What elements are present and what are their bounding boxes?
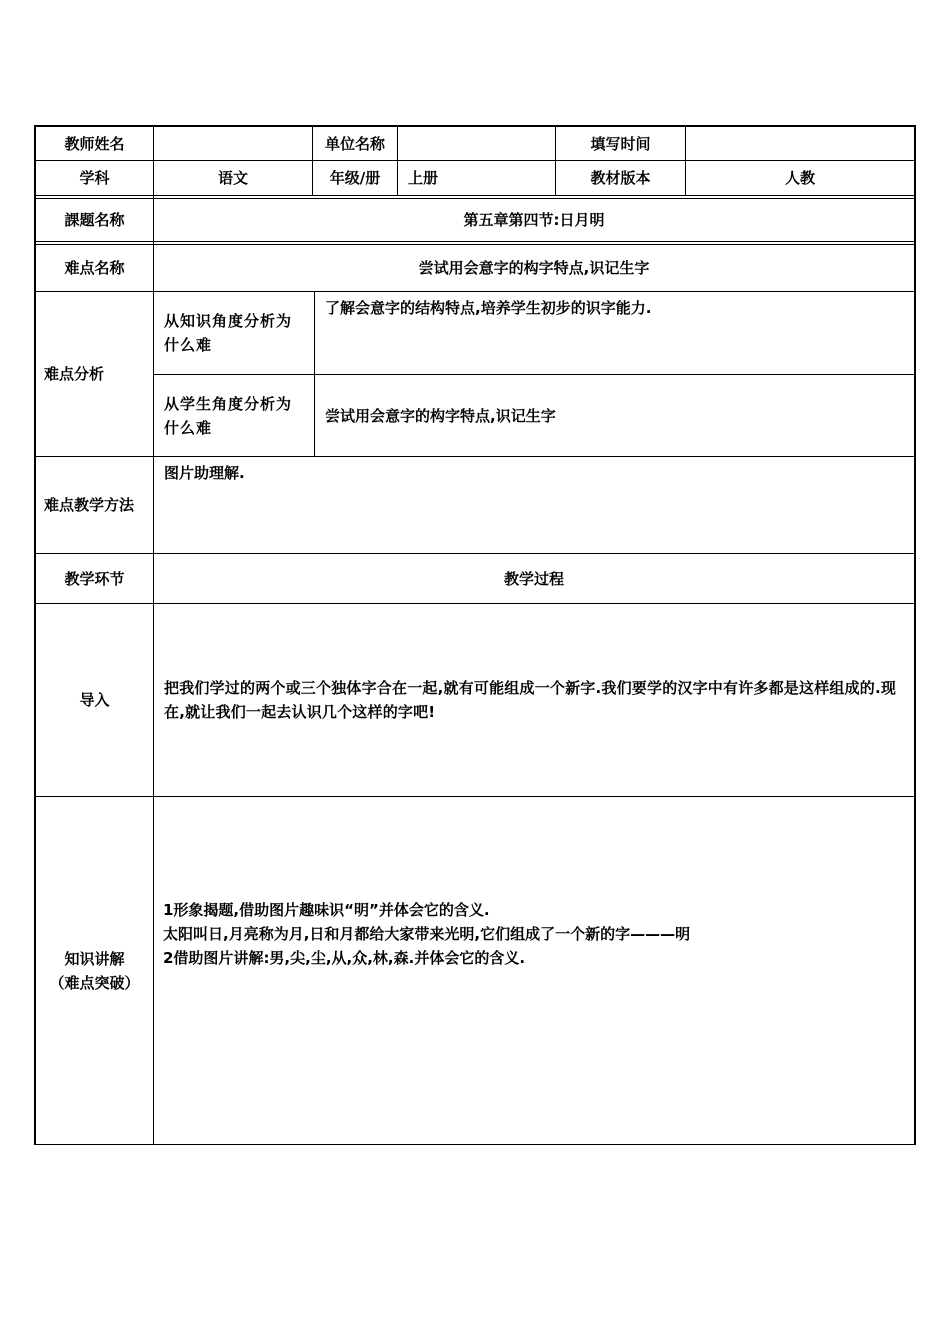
teacher-name-label: 教师姓名 — [64, 134, 125, 153]
intro-content — [154, 604, 914, 796]
unit-name-value — [398, 127, 555, 160]
table-bottom-border — [34, 1144, 916, 1145]
student-angle-label: 从学生角度分析为什么难 — [164, 394, 293, 437]
lecture-line-1: 1形象揭题,借助图片趣味识“明”并体会它的含义. — [163, 901, 490, 919]
lecture-content — [154, 797, 914, 1144]
analysis-label: 难点分析 — [44, 365, 105, 383]
process-header-label: 教学过程 — [503, 569, 564, 588]
row-divider — [34, 195, 916, 196]
textbook-value: 人教 — [784, 169, 815, 187]
intro-label: 导入 — [79, 691, 110, 709]
topic-value: 第五章第四节:日月明 — [463, 211, 605, 229]
unit-name-label: 单位名称 — [324, 134, 385, 153]
row-divider — [34, 241, 916, 242]
method-label: 难点教学方法 — [44, 496, 135, 514]
section-header-label: 教学环节 — [64, 569, 125, 588]
fill-time-label: 填写时间 — [590, 134, 651, 153]
lecture-label: 知识讲解 （难点突破） — [49, 949, 140, 992]
student-angle-value: 尝试用会意字的构字特点,识记生字 — [325, 406, 556, 425]
fill-time-value — [686, 127, 914, 160]
table-right-border — [914, 125, 916, 1145]
intro-text: 把我们学过的两个或三个独体字合在一起,就有可能组成一个新字.我们要学的汉字中有许多都是这样组成的.现在,就让我们一起去认识几个这样的字吧! — [164, 679, 897, 721]
knowledge-angle-value: 了解会意字的结构特点,培养学生初步的识字能力. — [325, 299, 652, 317]
difficulty-value: 尝试用会意字的构字特点,识记生字 — [418, 259, 650, 277]
difficulty-label: 难点名称 — [64, 259, 125, 277]
grade-value: 上册 — [408, 169, 439, 187]
method-value: 图片助理解. — [164, 464, 245, 482]
textbook-label: 教材版本 — [590, 169, 651, 187]
subject-value: 语文 — [217, 169, 248, 187]
topic-label: 課题名称 — [64, 211, 125, 229]
grade-label: 年级/册 — [329, 169, 381, 187]
knowledge-angle-label: 从知识角度分析为什么难 — [164, 312, 293, 354]
lecture-line-2: 太阳叫日,月亮称为月,日和月都给大家带来光明,它们组成了一个新的字———明 — [163, 925, 691, 943]
teacher-name-value — [154, 127, 312, 160]
subject-label: 学科 — [79, 169, 110, 187]
lecture-line-3: 2借助图片讲解:男,尖,尘,从,众,林,森.并体会它的含义. — [163, 949, 526, 967]
